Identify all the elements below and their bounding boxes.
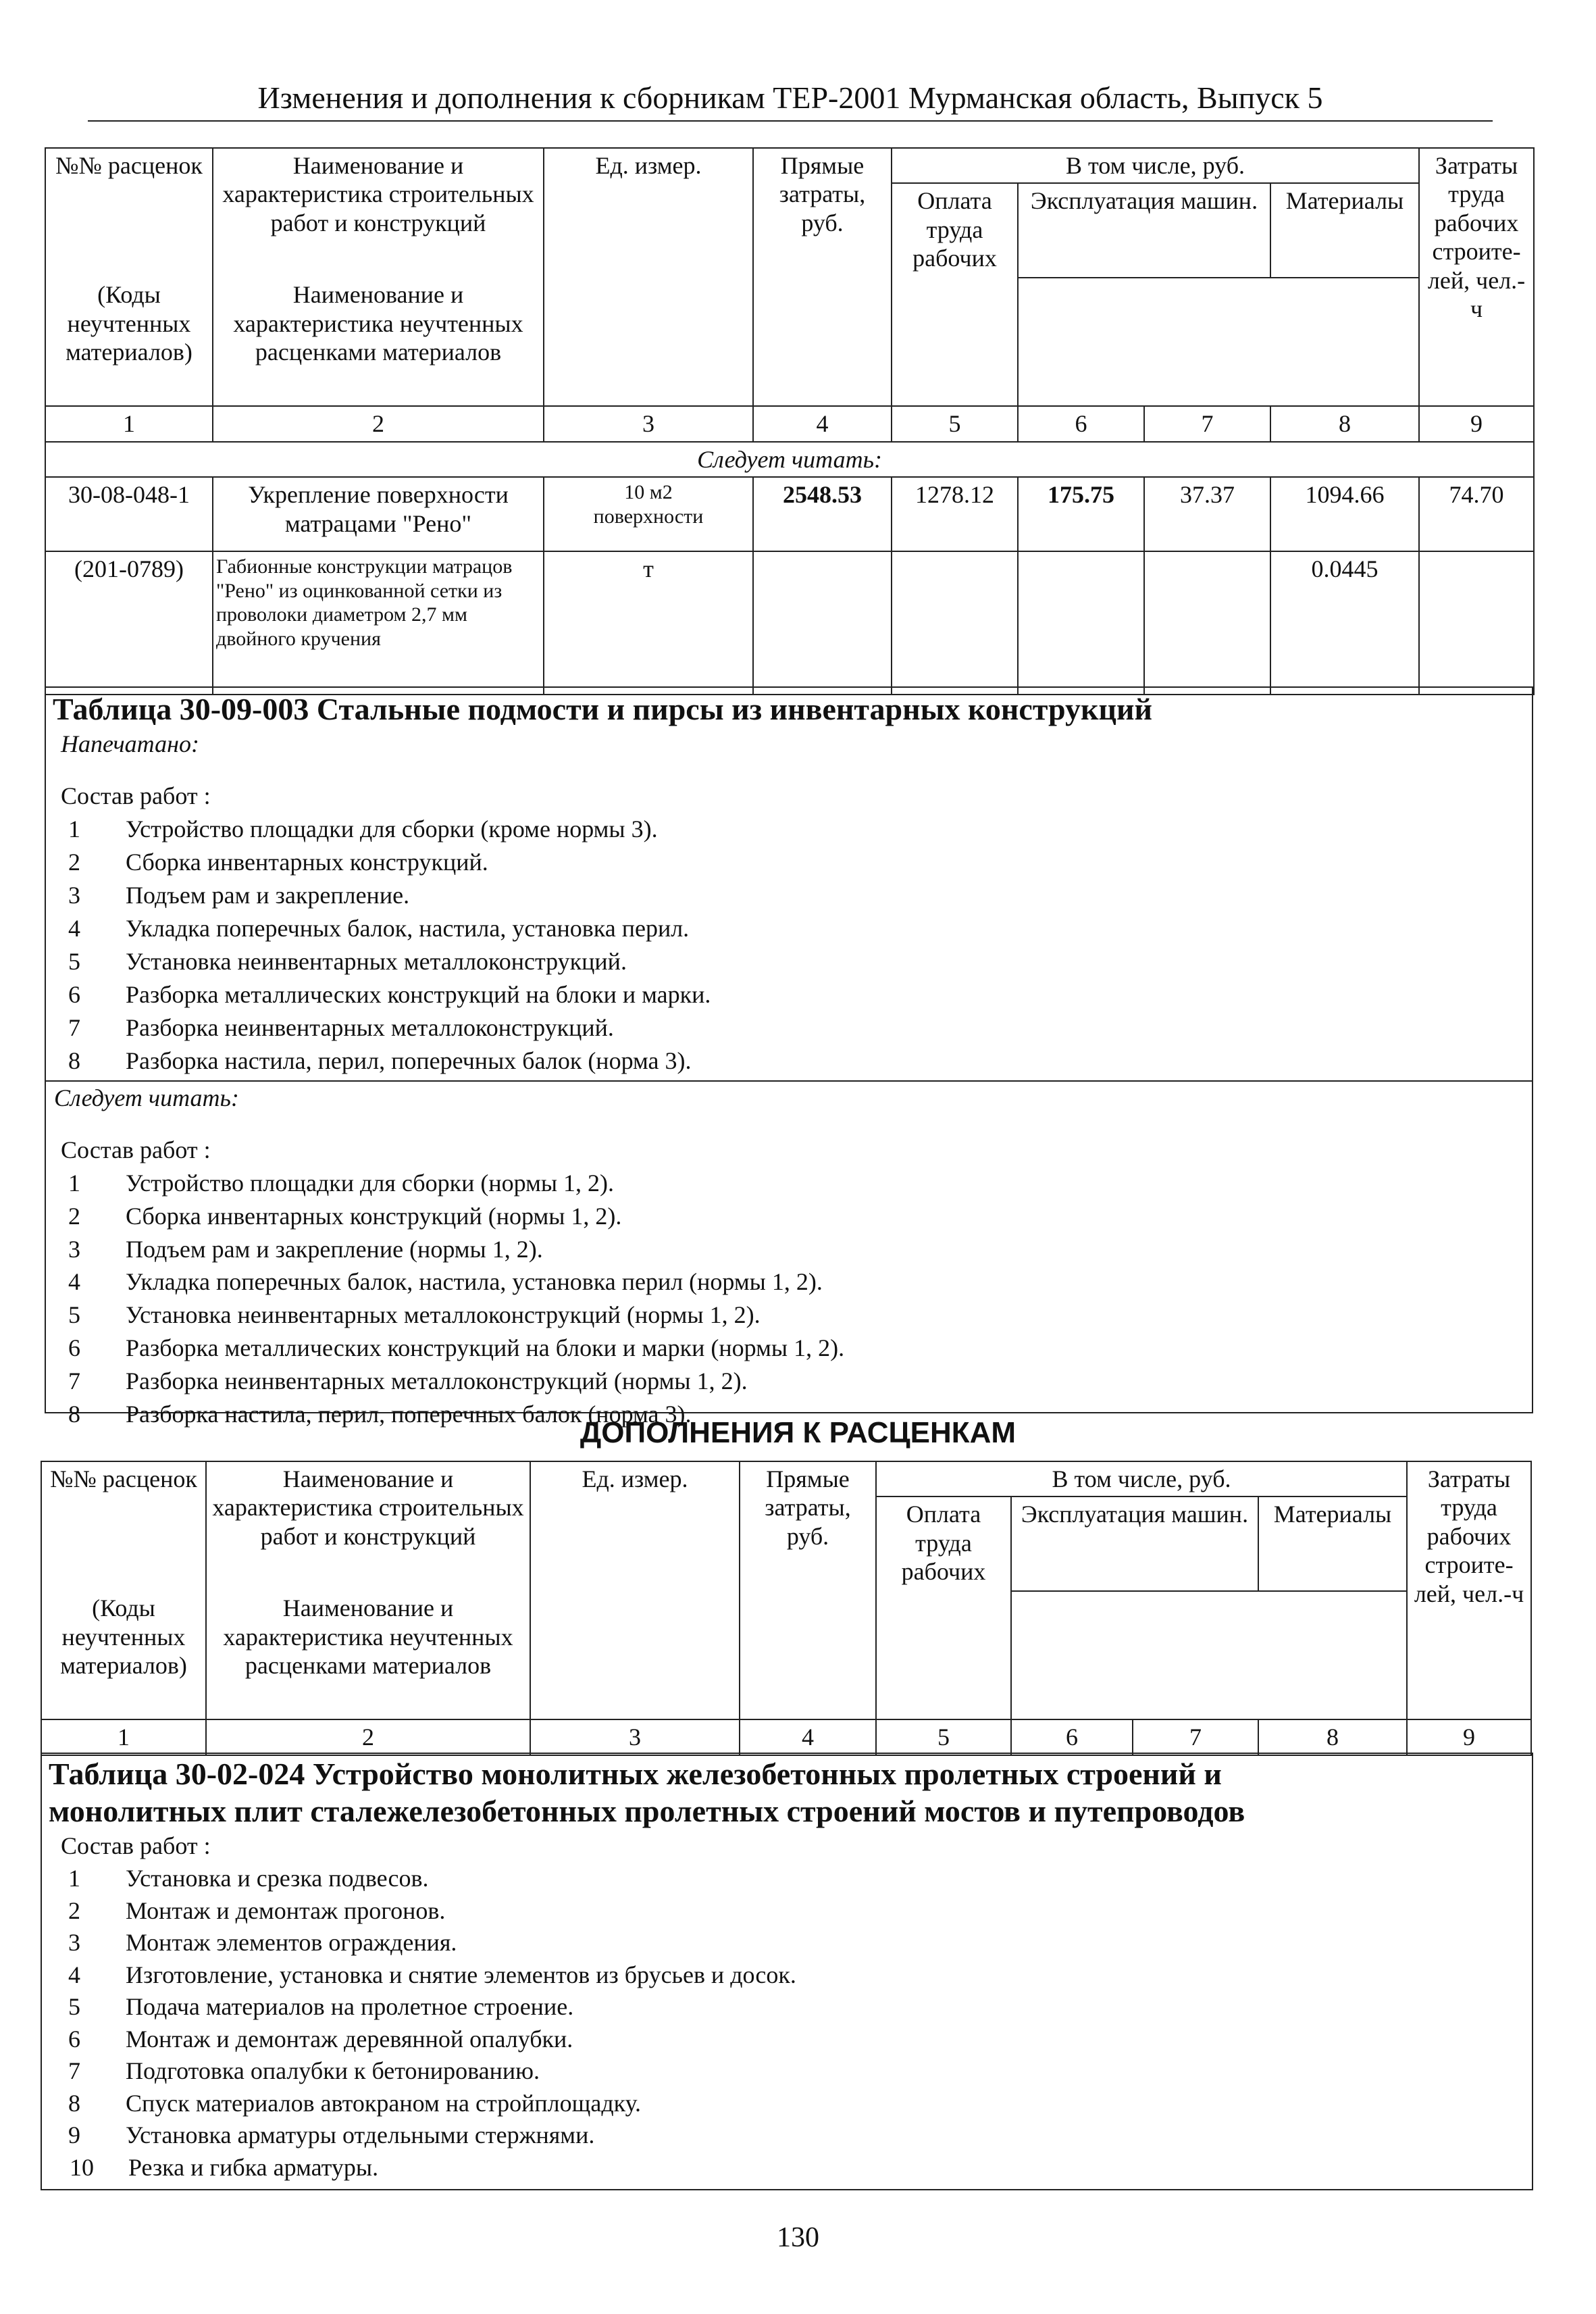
material-empty	[1419, 551, 1534, 695]
list-item: 8 Спуск материалов автокраном на стройплощадку.	[68, 2089, 642, 2117]
rate-direct: 2548.53	[753, 477, 892, 551]
additions-heading: ДОПОЛНЕНИЯ К РАСЦЕНКАМ	[580, 1416, 1016, 1449]
list-item: 6 Монтаж и демонтаж деревянной опалубки.	[68, 2025, 573, 2053]
col-header-hours: Затраты труда рабочих строите-лей, чел.-ч	[1407, 1461, 1531, 1719]
rates-table-2	[41, 1461, 1532, 1756]
material-empty	[892, 551, 1018, 695]
rate-code: 30-08-048-1	[45, 477, 213, 551]
col-num: 6	[1018, 406, 1144, 441]
col-num: 7	[1133, 1719, 1258, 1755]
material-empty	[1144, 551, 1270, 695]
col-num: 8	[1270, 406, 1419, 441]
rate-unit	[544, 477, 753, 551]
rate-hours: 74.70	[1419, 477, 1534, 551]
col-num: 4	[753, 406, 892, 441]
rate-machine-labor: 37.37	[1144, 477, 1270, 551]
list-item: 10 Резка и гибка арматуры.	[70, 2153, 379, 2181]
col-num: 3	[530, 1719, 740, 1755]
list-item: 2 Сборка инвентарных конструкций (нормы 1, 2).	[68, 1202, 622, 1230]
list-item: 8 Разборка настила, перил, поперечных балок (норма 3).	[68, 1047, 692, 1074]
list-item: 5 Установка неинвентарных металлоконструкций (нормы 1, 2).	[68, 1301, 761, 1329]
col-header-code: №№ расценок	[41, 1461, 206, 1591]
col-num: 9	[1419, 406, 1534, 441]
rate-unit-a: 10 м2	[624, 481, 673, 504]
work-composition-label: Состав работ :	[61, 1832, 211, 1860]
list-item: 3 Подъем рам и закрепление (нормы 1, 2).	[68, 1235, 543, 1263]
header-rule	[88, 120, 1493, 122]
section-title-line-1: Таблица 30-02-024 Устройство монолитных железобетонных пролетных строений и	[49, 1757, 1222, 1791]
section-30-09-003	[45, 686, 1533, 1428]
work-composition-label: Состав работ :	[61, 782, 211, 810]
col-num: 1	[45, 406, 213, 441]
col-header-machines: Эксплуатация машин.	[1018, 183, 1270, 278]
col-header-direct: Прямые затраты, руб.	[753, 148, 892, 406]
list-item: 5 Подача материалов на пролетное строение.	[68, 1993, 574, 2021]
col-header-unit: Ед. измер.	[530, 1461, 740, 1719]
section-30-02-024	[41, 1753, 1533, 2190]
work-composition-label: Состав работ :	[61, 1136, 211, 1163]
col-header-unit: Ед. измер.	[544, 148, 753, 406]
work-list	[42, 1863, 1532, 2184]
list-item: 4 Укладка поперечных балок, настила, установка перил.	[68, 914, 690, 942]
work-list-new	[46, 1167, 1532, 1432]
rate-name: Укрепление поверхности матрацами "Рено"	[213, 477, 544, 551]
col-header-machines: Эксплуатация машин.	[1011, 1496, 1258, 1591]
list-item: 3 Монтаж элементов ограждения.	[68, 1929, 457, 1957]
col-header-direct: Прямые затраты, руб.	[740, 1461, 876, 1719]
col-num: 2	[206, 1719, 530, 1755]
col-num: 9	[1407, 1719, 1531, 1755]
list-item: 7 Подготовка опалубки к бетонированию.	[68, 2057, 540, 2085]
list-item: 6 Разборка металлических конструкций на блоки и марки.	[68, 980, 711, 1008]
list-item: 4 Изготовление, установка и снятие элементов из брусьев и досок.	[68, 1961, 796, 1988]
list-item: 8 Разборка настила, перил, поперечных балок (норма 3).	[68, 1401, 692, 1428]
list-item: 4 Укладка поперечных балок, настила, установка перил (нормы 1, 2).	[68, 1268, 823, 1296]
rates-table-1	[45, 147, 1535, 695]
col-header-labor: Оплата труда рабочих	[892, 183, 1018, 406]
col-header-material-codes: (Коды неучтенных материалов)	[41, 1591, 206, 1719]
col-header-material-codes: (Коды неучтенных материалов)	[45, 278, 213, 406]
section-title: Таблица 30-09-003 Стальные подмости и пирсы из инвентарных конструкций	[53, 692, 1152, 726]
col-num: 3	[544, 406, 753, 441]
col-num: 8	[1258, 1719, 1407, 1755]
list-item: 3 Подъем рам и закрепление.	[68, 882, 410, 909]
list-item: 5 Установка неинвентарных металлоконструкций.	[68, 947, 627, 975]
list-item: 7 Разборка неинвентарных металлоконструкций.	[68, 1013, 614, 1041]
section-title-line-2: монолитных плит сталежелезобетонных пролетных строений мостов и путепроводов	[49, 1794, 1245, 1829]
list-item: 2 Сборка инвентарных конструкций.	[68, 849, 488, 876]
page-header: Изменения и дополнения к сборникам ТЕР-2001 Мурманская область, Выпуск 5	[257, 80, 1323, 115]
col-num: 1	[41, 1719, 206, 1755]
col-num: 6	[1011, 1719, 1133, 1755]
list-item: 1 Установка и срезка подвесов.	[68, 1865, 429, 1892]
col-num: 7	[1144, 406, 1270, 441]
col-num: 5	[876, 1719, 1011, 1755]
list-item: 2 Монтаж и демонтаж прогонов.	[68, 1896, 446, 1924]
list-item: 7 Разборка неинвентарных металлоконструкций (нормы 1, 2).	[68, 1367, 748, 1395]
col-num: 2	[213, 406, 544, 441]
material-code: (201-0789)	[45, 551, 213, 695]
work-list-old	[46, 813, 1532, 1078]
rate-labor: 1278.12	[892, 477, 1018, 551]
col-num: 5	[892, 406, 1018, 441]
col-header-labor: Оплата труда рабочих	[876, 1496, 1011, 1719]
material-unit: т	[544, 551, 753, 695]
material-qty: 0.0445	[1270, 551, 1419, 695]
caption-read-as: Следует читать:	[45, 442, 1534, 477]
col-header-material-names: Наименование и характеристика неучтенных расценками материалов	[206, 1591, 530, 1719]
col-header-code: №№ расценок	[45, 148, 213, 278]
list-item: 9 Установка арматуры отдельными стержнями.	[68, 2121, 595, 2149]
page-number: 130	[777, 2222, 819, 2253]
read-as-label: Следует читать:	[54, 1084, 239, 1111]
material-empty	[753, 551, 892, 695]
list-item: 6 Разборка металлических конструкций на блоки и марки (нормы 1, 2).	[68, 1334, 845, 1362]
col-header-material-names: Наименование и характеристика неучтенных расценками материалов	[213, 278, 544, 406]
printed-label: Напечатано:	[61, 730, 199, 758]
material-empty	[1018, 551, 1144, 695]
col-header-hours: Затраты труда рабочих строите-лей, чел.-ч	[1419, 148, 1534, 406]
list-item: 1 Устройство площадки для сборки (нормы 1, 2).	[68, 1169, 615, 1197]
col-num: 4	[740, 1719, 876, 1755]
col-header-group: В том числе, руб.	[892, 148, 1419, 183]
rate-unit-b: поверхности	[593, 505, 704, 528]
material-name: Габионные конструкции матрацов "Рено" из оцинкованной сетки из проволоки диаметром 2,7 мм двойного кручения	[213, 551, 544, 695]
col-header-group: В том числе, руб.	[876, 1461, 1407, 1496]
col-header-materials: Материалы	[1258, 1496, 1407, 1591]
list-item: 1 Устройство площадки для сборки (кроме нормы 3).	[68, 815, 658, 843]
rate-materials: 1094.66	[1270, 477, 1419, 551]
col-header-materials: Материалы	[1270, 183, 1419, 278]
col-header-name: Наименование и характеристика строительных работ и конструкций	[206, 1461, 530, 1591]
col-header-name: Наименование и характеристика строительных работ и конструкций	[213, 148, 544, 278]
rate-machines: 175.75	[1018, 477, 1144, 551]
